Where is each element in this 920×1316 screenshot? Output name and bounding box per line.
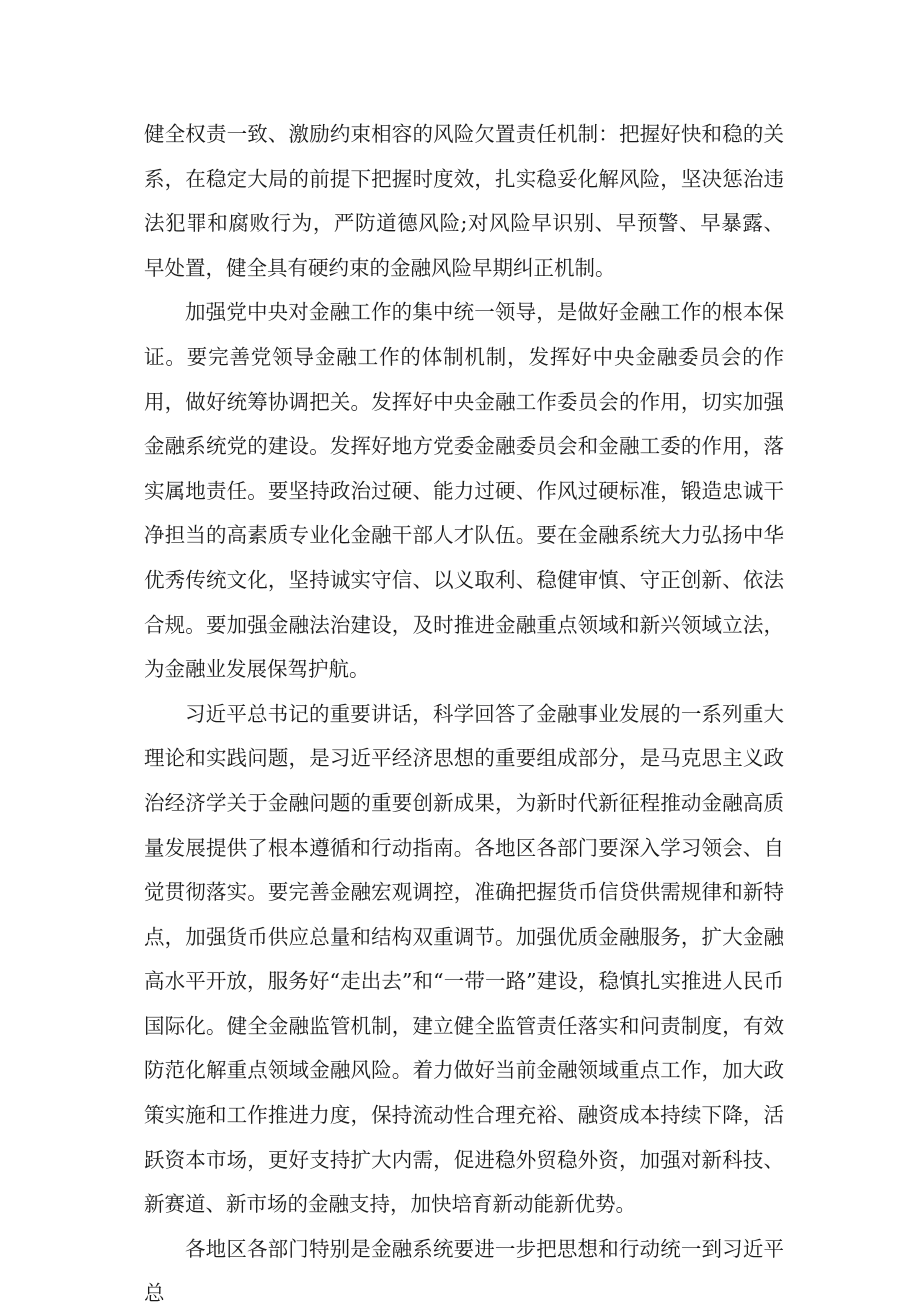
paragraph-1: 健全权责一致、激励约束相容的风险欠置责任机制：把握好快和稳的关系，在稳定大局的前提下把握时度效，扎实稳妥化解风险，坚决惩治违法犯罪和腐败行为，严防道德风险;对风险早识别、早预警、早暴露、早处置，健全具有硬约束的金融风险早期纠正机制。 [144, 122, 784, 280]
paragraph-4: 各地区各部门特别是金融系统要进一步把思想和行动统一到习近平总 [144, 1236, 784, 1306]
document-body [144, 112, 784, 1316]
paragraph-2: 加强党中央对金融工作的集中统一领导，是做好金融工作的根本保证。要完善党领导金融工作的体制机制，发挥好中央金融委员会的作用，做好统筹协调把关。发挥好中央金融工作委员会的作用，切实加强金融系统党的建设。发挥好地方党委金融委员会和金融工委的作用，落实属地责任。要坚持政治过硬、能力过硬、作风过硬标准，锻造忠诚干净担当的高素质专业化金融干部人才队伍。要在金融系统大力弘扬中华优秀传统文化，坚持诚实守信、以义取利、稳健审慎、守正创新、依法合规。要加强金融法治建设，及时推进金融重点领域和新兴领域立法，为金融业发展保驾护航。 [144, 300, 784, 682]
paragraph-3: 习近平总书记的重要讲话，科学回答了金融事业发展的一系列重大理论和实践问题，是习近平经济思想的重要组成部分，是马克思主义政治经济学关于金融问题的重要创新成果，为新时代新征程推动金融高质量发展提供了根本遵循和行动指南。各地区各部门要深入学习领会、自觉贯彻落实。要完善金融宏观调控，准确把握货币信贷供需规律和新特点，加强货币供应总量和结构双重调节。加强优质金融服务，扩大金融高水平开放，服务好“走出去”和“一带一路”建设，稳慎扎实推进人民币国际化。健全金融监管机制，建立健全监管责任落实和问责制度，有效防范化解重点领域金融风险。着力做好当前金融领域重点工作，加大政策实施和工作推进力度，保持流动性合理充裕、融资成本持续下降，活跃资本市场，更好支持扩大内需，促进稳外贸稳外资，加强对新科技、新赛道、新市场的金融支持，加快培育新动能新优势。 [144, 701, 784, 1217]
